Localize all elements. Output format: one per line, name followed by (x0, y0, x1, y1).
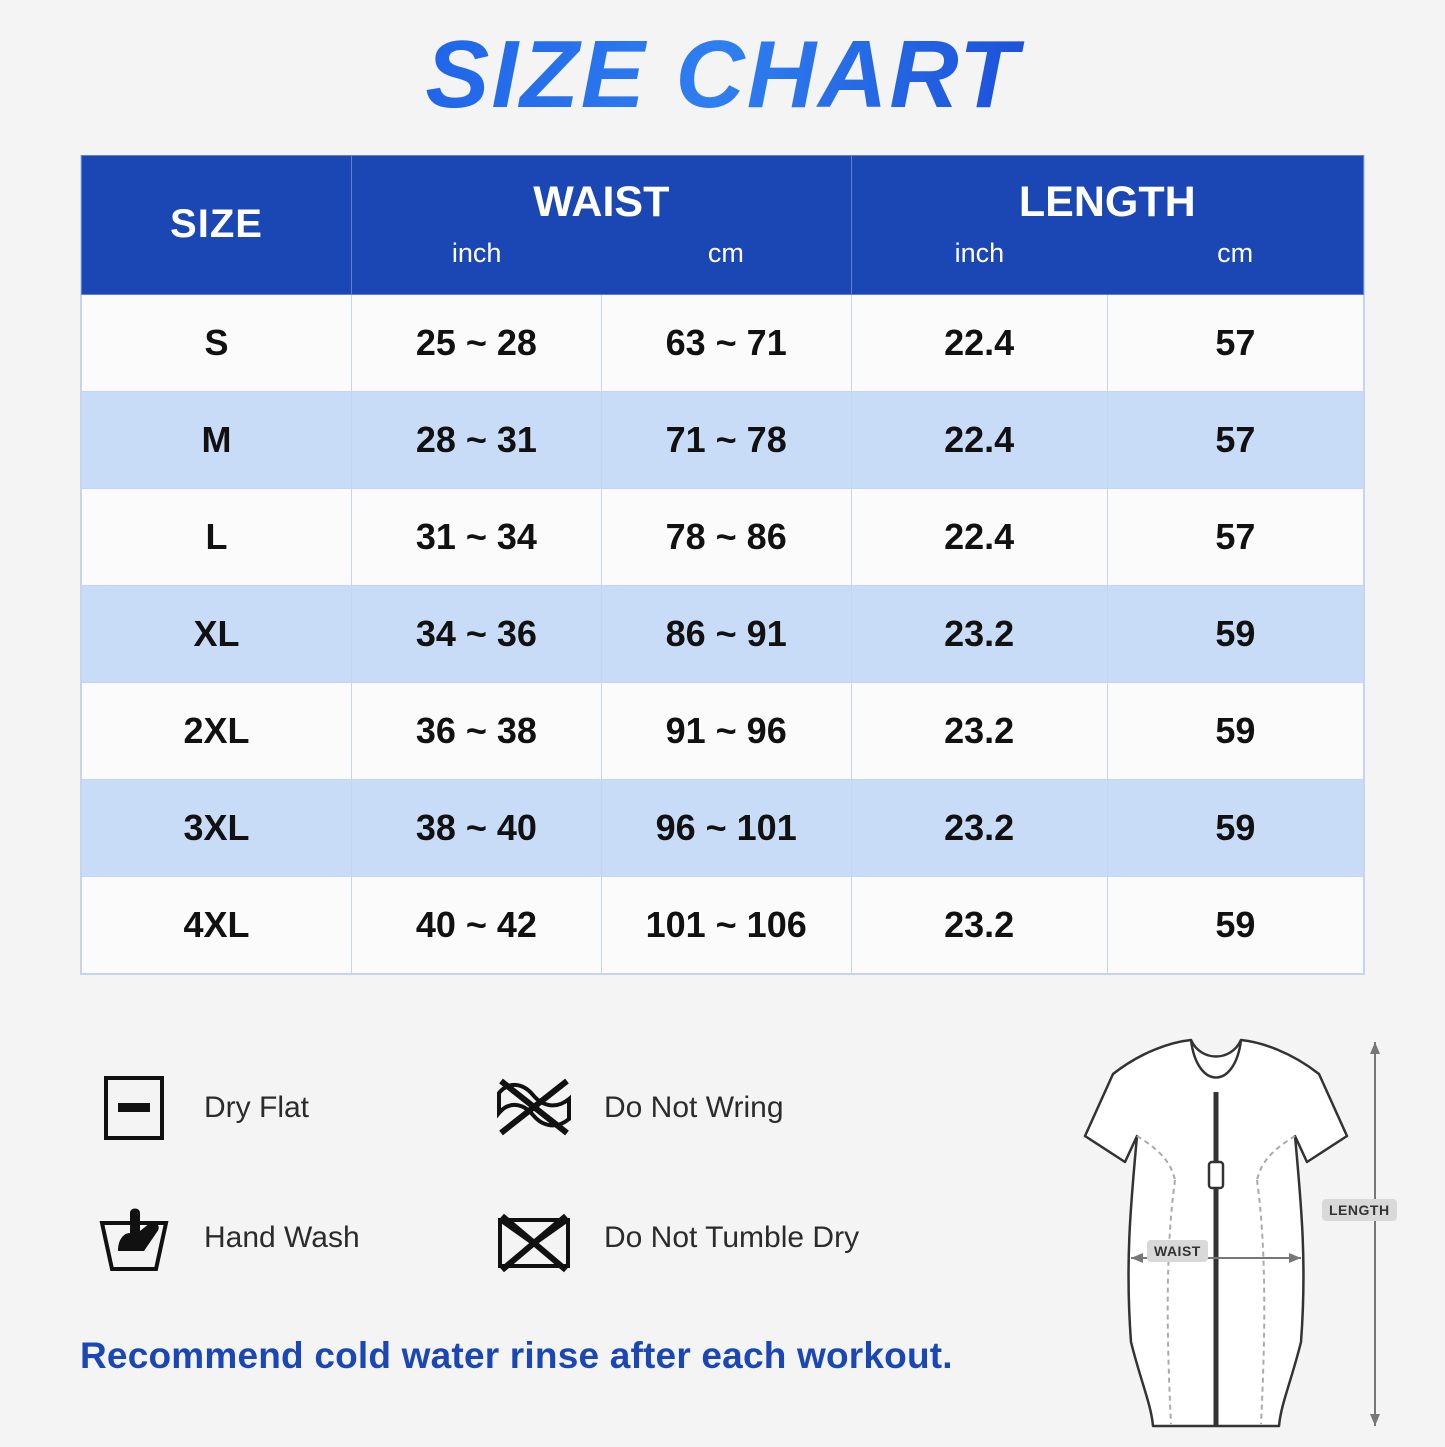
cell-length-inch: 23.2 (851, 876, 1107, 973)
do-not-wring-icon (488, 1065, 580, 1151)
cell-length-cm: 59 (1107, 779, 1363, 876)
cell-length-inch: 22.4 (851, 294, 1107, 391)
cell-waist-inch: 25 ~ 28 (352, 294, 602, 391)
waist-unit-inch: inch (451, 237, 502, 268)
table-body (82, 294, 1364, 973)
column-header-length: LENGTH inch cm (851, 155, 1363, 294)
cell-waist-cm: 78 ~ 86 (601, 488, 851, 585)
care-label: Do Not Wring (604, 1091, 784, 1124)
cell-waist-cm: 71 ~ 78 (601, 391, 851, 488)
cell-size: M (82, 391, 352, 488)
column-header-waist: WAIST inch cm (352, 155, 852, 294)
length-measurement-tag: LENGTH (1322, 1199, 1397, 1221)
dry-flat-icon (88, 1065, 180, 1151)
cell-size: XL (82, 585, 352, 682)
cell-waist-cm: 86 ~ 91 (601, 585, 851, 682)
cell-waist-inch: 31 ~ 34 (352, 488, 602, 585)
table-row (82, 682, 1364, 779)
cell-size: 2XL (82, 682, 352, 779)
cell-length-inch: 22.4 (851, 391, 1107, 488)
cell-length-cm: 59 (1107, 682, 1363, 779)
cell-size: S (82, 294, 352, 391)
table-row (82, 585, 1364, 682)
care-icon-grid (88, 1065, 968, 1325)
table-row (82, 294, 1364, 391)
table-row (82, 391, 1364, 488)
cell-waist-inch: 38 ~ 40 (352, 779, 602, 876)
column-header-size: SIZE (82, 155, 352, 294)
size-chart-table (81, 155, 1364, 974)
page-title: SIZE CHART (0, 0, 1445, 128)
table-header-row (82, 155, 1364, 294)
length-unit-cm: cm (1217, 237, 1254, 268)
cell-length-inch: 23.2 (851, 779, 1107, 876)
cell-size: 4XL (82, 876, 352, 973)
care-item-hand-wash (88, 1195, 488, 1281)
cell-waist-inch: 34 ~ 36 (352, 585, 602, 682)
table-row (82, 779, 1364, 876)
cell-length-cm: 57 (1107, 294, 1363, 391)
care-item-do-not-wring (488, 1065, 888, 1151)
cell-length-inch: 23.2 (851, 585, 1107, 682)
cell-waist-cm: 63 ~ 71 (601, 294, 851, 391)
cell-size: 3XL (82, 779, 352, 876)
cell-size: L (82, 488, 352, 585)
cell-length-cm: 59 (1107, 876, 1363, 973)
care-row (88, 1195, 968, 1281)
table-row (82, 488, 1364, 585)
care-item-do-not-tumble-dry (488, 1195, 888, 1281)
cell-length-cm: 57 (1107, 391, 1363, 488)
cell-length-inch: 22.4 (851, 488, 1107, 585)
hand-wash-icon (88, 1195, 180, 1281)
size-chart-table-wrapper (80, 155, 1365, 975)
cell-waist-inch: 36 ~ 38 (352, 682, 602, 779)
cell-waist-inch: 40 ~ 42 (352, 876, 602, 973)
care-label: Hand Wash (204, 1221, 360, 1254)
garment-diagram (995, 1012, 1425, 1442)
cell-waist-inch: 28 ~ 31 (352, 391, 602, 488)
length-unit-inch: inch (954, 237, 1005, 268)
table-row (82, 876, 1364, 973)
cell-waist-cm: 91 ~ 96 (601, 682, 851, 779)
waist-measurement-tag: WAIST (1147, 1240, 1208, 1262)
care-label: Dry Flat (204, 1091, 309, 1124)
cell-length-inch: 23.2 (851, 682, 1107, 779)
care-item-dry-flat (88, 1065, 488, 1151)
recommendation-text: Recommend cold water rinse after each workout. (80, 1335, 953, 1376)
do-not-tumble-dry-icon (488, 1195, 580, 1281)
cell-waist-cm: 96 ~ 101 (601, 779, 851, 876)
cell-length-cm: 57 (1107, 488, 1363, 585)
table-header (82, 155, 1364, 294)
garment-illustration (995, 1012, 1425, 1442)
cell-waist-cm: 101 ~ 106 (601, 876, 851, 973)
cell-length-cm: 59 (1107, 585, 1363, 682)
care-row (88, 1065, 968, 1151)
waist-unit-cm: cm (707, 237, 744, 268)
care-label: Do Not Tumble Dry (604, 1221, 860, 1254)
